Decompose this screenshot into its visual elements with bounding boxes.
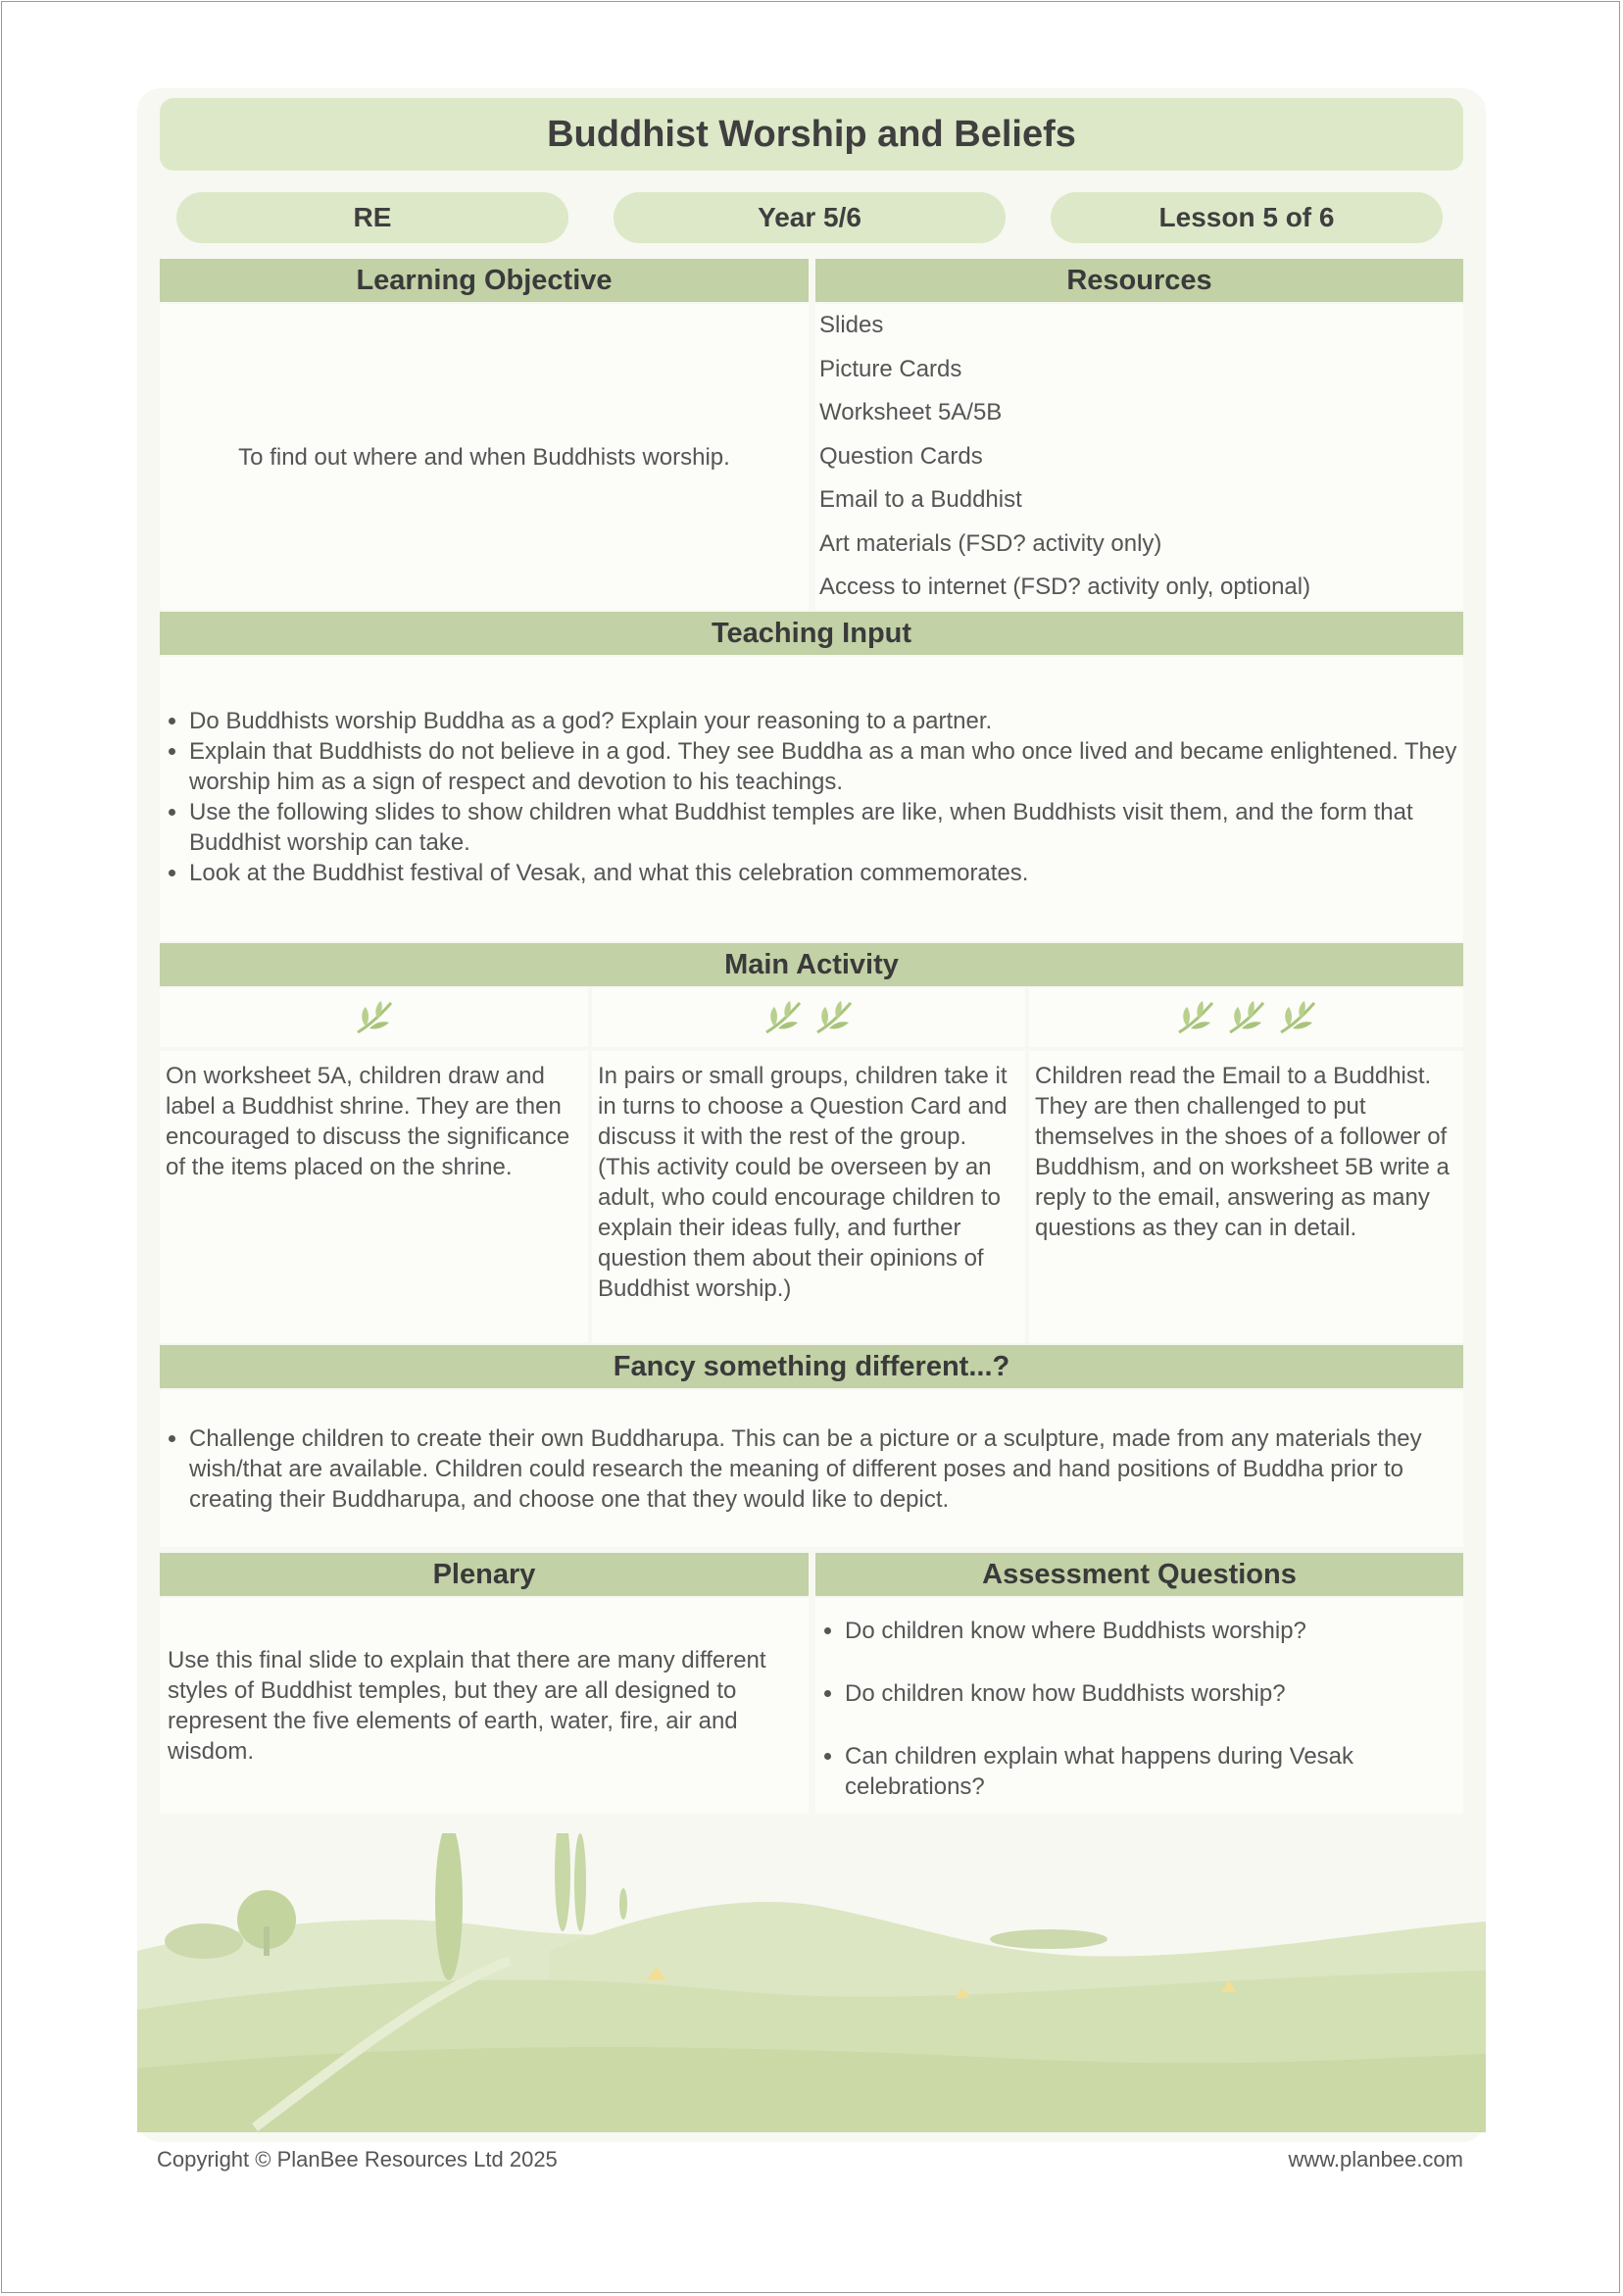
lesson-pill: Lesson 5 of 6 (1051, 192, 1443, 243)
plenary-text: Use this final slide to explain that there are many different styles of Buddhist temples, but they are all designed to represent the five elements of earth, water, fire, air and wisdom. (168, 1647, 766, 1765)
year-pill: Year 5/6 (614, 192, 1006, 243)
page-title: Buddhist Worship and Beliefs (160, 98, 1463, 171)
resource-item: Art materials (FSD? activity only) (819, 529, 1162, 557)
teaching-input-heading: Teaching Input (160, 612, 1463, 655)
leaf-icon (1275, 997, 1320, 1038)
teaching-bullet: • Explain that Buddhists do not believe in a god. They see Buddha as a man who once lived and became enlightened. They worship him as a sign of respect and devotion to his teachings. (189, 736, 1457, 797)
teaching-bullet: • Look at the Buddhist festival of Vesak, and what this celebration commemorates. (189, 858, 1457, 888)
resources-list (819, 304, 1463, 610)
assessment-list (821, 1616, 1457, 1802)
activity-column-1 (160, 1051, 588, 1343)
difficulty-row-1 (160, 988, 588, 1047)
landscape-illustration (137, 1833, 1486, 2132)
activity-column-2 (592, 1051, 1025, 1343)
assessment-heading: Assessment Questions (815, 1553, 1463, 1596)
resource-item: Picture Cards (819, 355, 962, 382)
resources-heading: Resources (815, 259, 1463, 302)
teaching-bullet: • Use the following slides to show children what Buddhist temples are like, when Buddhists visit them, and the form that Buddhist worship can take. (189, 797, 1457, 858)
fancy-list (166, 1423, 1457, 1515)
resource-item: Slides (819, 312, 884, 338)
leaf-icon (761, 997, 806, 1038)
fancy-bullet: • Challenge children to create their own Buddharupa. This can be a picture or a sculpture, made from any materials they wish/that are available. Children could research the meaning of different poses and hand positions of Buddha prior to creating their Buddharupa, and choose one that they would like to depict. (189, 1423, 1457, 1515)
resources-box (815, 304, 1463, 610)
difficulty-row-2 (592, 988, 1025, 1047)
learning-objective-heading: Learning Objective (160, 259, 809, 302)
resource-item: Access to internet (FSD? activity only, optional) (819, 574, 1311, 600)
learning-objective-box (160, 304, 809, 610)
teaching-bullet: • Do Buddhists worship Buddha as a god? Explain your reasoning to a partner. (189, 706, 1457, 736)
fancy-box (160, 1390, 1463, 1547)
leaf-icon (812, 997, 857, 1038)
plenary-heading: Plenary (160, 1553, 809, 1596)
website-link[interactable]: www.planbee.com (1288, 2147, 1463, 2171)
leaf-icon (352, 997, 397, 1038)
plenary-box (160, 1598, 809, 1814)
activity-text-2: In pairs or small groups, children take it in turns to choose a Question Card and discuss it with the rest of the group. (This activity could be overseen by an adult, who could encourage children to explain their ideas fully, and further question them about their opinions of Buddhist worship.) (598, 1063, 1008, 1302)
teaching-input-list (166, 706, 1457, 888)
subject-pill: RE (176, 192, 568, 243)
leaf-icon (1173, 997, 1218, 1038)
assessment-bullet: • Do children know where Buddhists worship? (845, 1616, 1457, 1646)
activity-text-1: On worksheet 5A, children draw and label a Buddhist shrine. They are then encouraged to discuss the significance of the items placed on the shrine. (166, 1063, 570, 1180)
difficulty-row-3 (1029, 988, 1463, 1047)
resource-item: Question Cards (819, 442, 983, 470)
resource-item: Worksheet 5A/5B (819, 399, 1003, 425)
fancy-heading: Fancy something different...? (160, 1345, 1463, 1388)
activity-text-3: Children read the Email to a Buddhist. They are then challenged to put themselves in the shoes of a follower of Buddhism, and on worksheet 5B write a reply to the email, answering as many questions as they can in detail. (1035, 1063, 1450, 1241)
leaf-icon (1224, 997, 1269, 1038)
learning-objective-text: To find out where and when Buddhists worship. (238, 443, 730, 471)
resource-item: Email to a Buddhist (819, 486, 1022, 513)
copyright-text: Copyright © PlanBee Resources Ltd 2025 (157, 2147, 558, 2171)
main-activity-heading: Main Activity (160, 943, 1463, 986)
assessment-bullet: • Do children know how Buddhists worship? (845, 1678, 1457, 1709)
activity-column-3 (1029, 1051, 1463, 1343)
teaching-input-box (160, 657, 1463, 941)
assessment-box (815, 1598, 1463, 1814)
assessment-bullet: • Can children explain what happens during Vesak celebrations? (845, 1741, 1457, 1802)
